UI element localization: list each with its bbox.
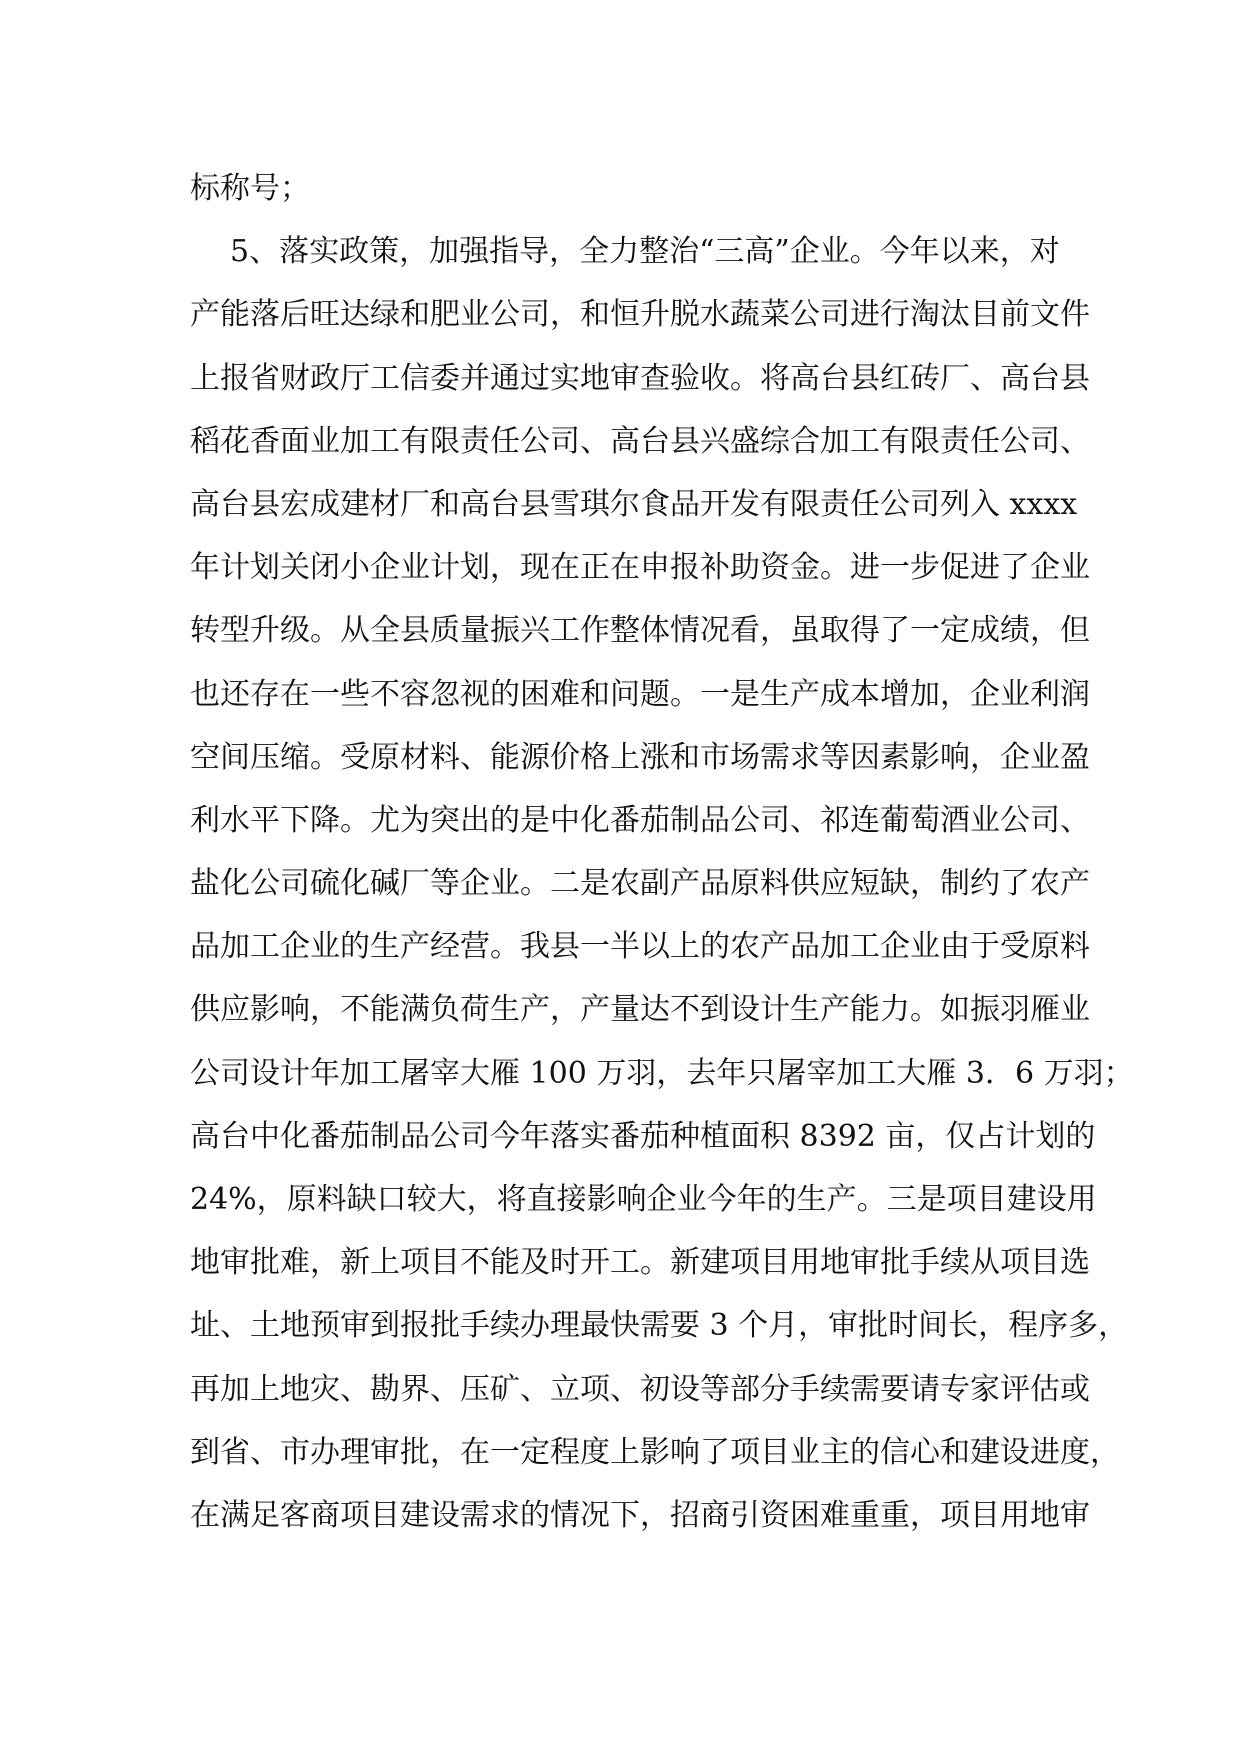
body-text <box>190 157 1134 1547</box>
text-line: 上报省财政厅工信委并通过实地审查验收。将高台县红砖厂、高台县 <box>190 360 1090 396</box>
text-line: 空间压缩。受原材料、能源价格上涨和市场需求等因素影响，企业盈 <box>190 739 1090 775</box>
text-line: 也还存在一些不容忽视的困难和问题。一是生产成本增加，企业利润 <box>190 676 1090 712</box>
text-line: 到省、市办理审批，在一定程度上影响了项目业主的信心和建设进度， <box>190 1434 1120 1470</box>
text-line: 品加工企业的生产经营。我县一半以上的农产品加工企业由于受原料 <box>190 929 1090 965</box>
text-line: 产能落后旺达绿和肥业公司，和恒升脱水蔬菜公司进行淘汰目前文件 <box>190 297 1090 333</box>
text-line: 在满足客商项目建设需求的情况下，招商引资困难重重，项目用地审 <box>190 1497 1090 1533</box>
text-line: 年计划关闭小企业计划，现在正在申报补助资金。进一步促进了企业 <box>190 550 1090 586</box>
text-line: 高台中化番茄制品公司今年落实番茄种植面积 8392 亩，仅占计划的 <box>190 1118 1096 1154</box>
text-line: 稻花香面业加工有限责任公司、高台县兴盛综合加工有限责任公司、 <box>190 423 1090 459</box>
text-line: 24%，原料缺口较大，将直接影响企业今年的生产。三是项目建设用 <box>190 1182 1097 1217</box>
text-line: 盐化公司硫化碱厂等企业。二是农副产品原料供应短缺，制约了农产 <box>190 866 1090 902</box>
text-line: 址、土地预审到报批手续办理最快需要 3 个月，审批时间长，程序多， <box>190 1308 1129 1344</box>
text-line: 标称号； <box>190 171 310 206</box>
text-line: 利水平下降。尤为突出的是中化番茄制品公司、祁连葡萄酒业公司、 <box>190 802 1090 838</box>
text-line: 再加上地灾、勘界、压矿、立项、初设等部分手续需要请专家评估或 <box>190 1371 1090 1407</box>
text-line: 转型升级。从全县质量振兴工作整体情况看，虽取得了一定成绩，但 <box>190 613 1090 649</box>
text-line: 5、落实政策，加强指导，全力整治“三高”企业。今年以来，对 <box>230 234 1060 270</box>
text-line: 地审批难，新上项目不能及时开工。新建项目用地审批手续从项目选 <box>190 1245 1090 1281</box>
text-line: 公司设计年加工屠宰大雁 100 万羽，去年只屠宰加工大雁 3．6 万羽； <box>190 1055 1134 1091</box>
text-line: 高台县宏成建材厂和高台县雪琪尔食品开发有限责任公司列入 xxxx <box>190 486 1078 522</box>
text-line: 供应影响，不能满负荷生产，产量达不到设计生产能力。如振羽雁业 <box>190 992 1090 1028</box>
